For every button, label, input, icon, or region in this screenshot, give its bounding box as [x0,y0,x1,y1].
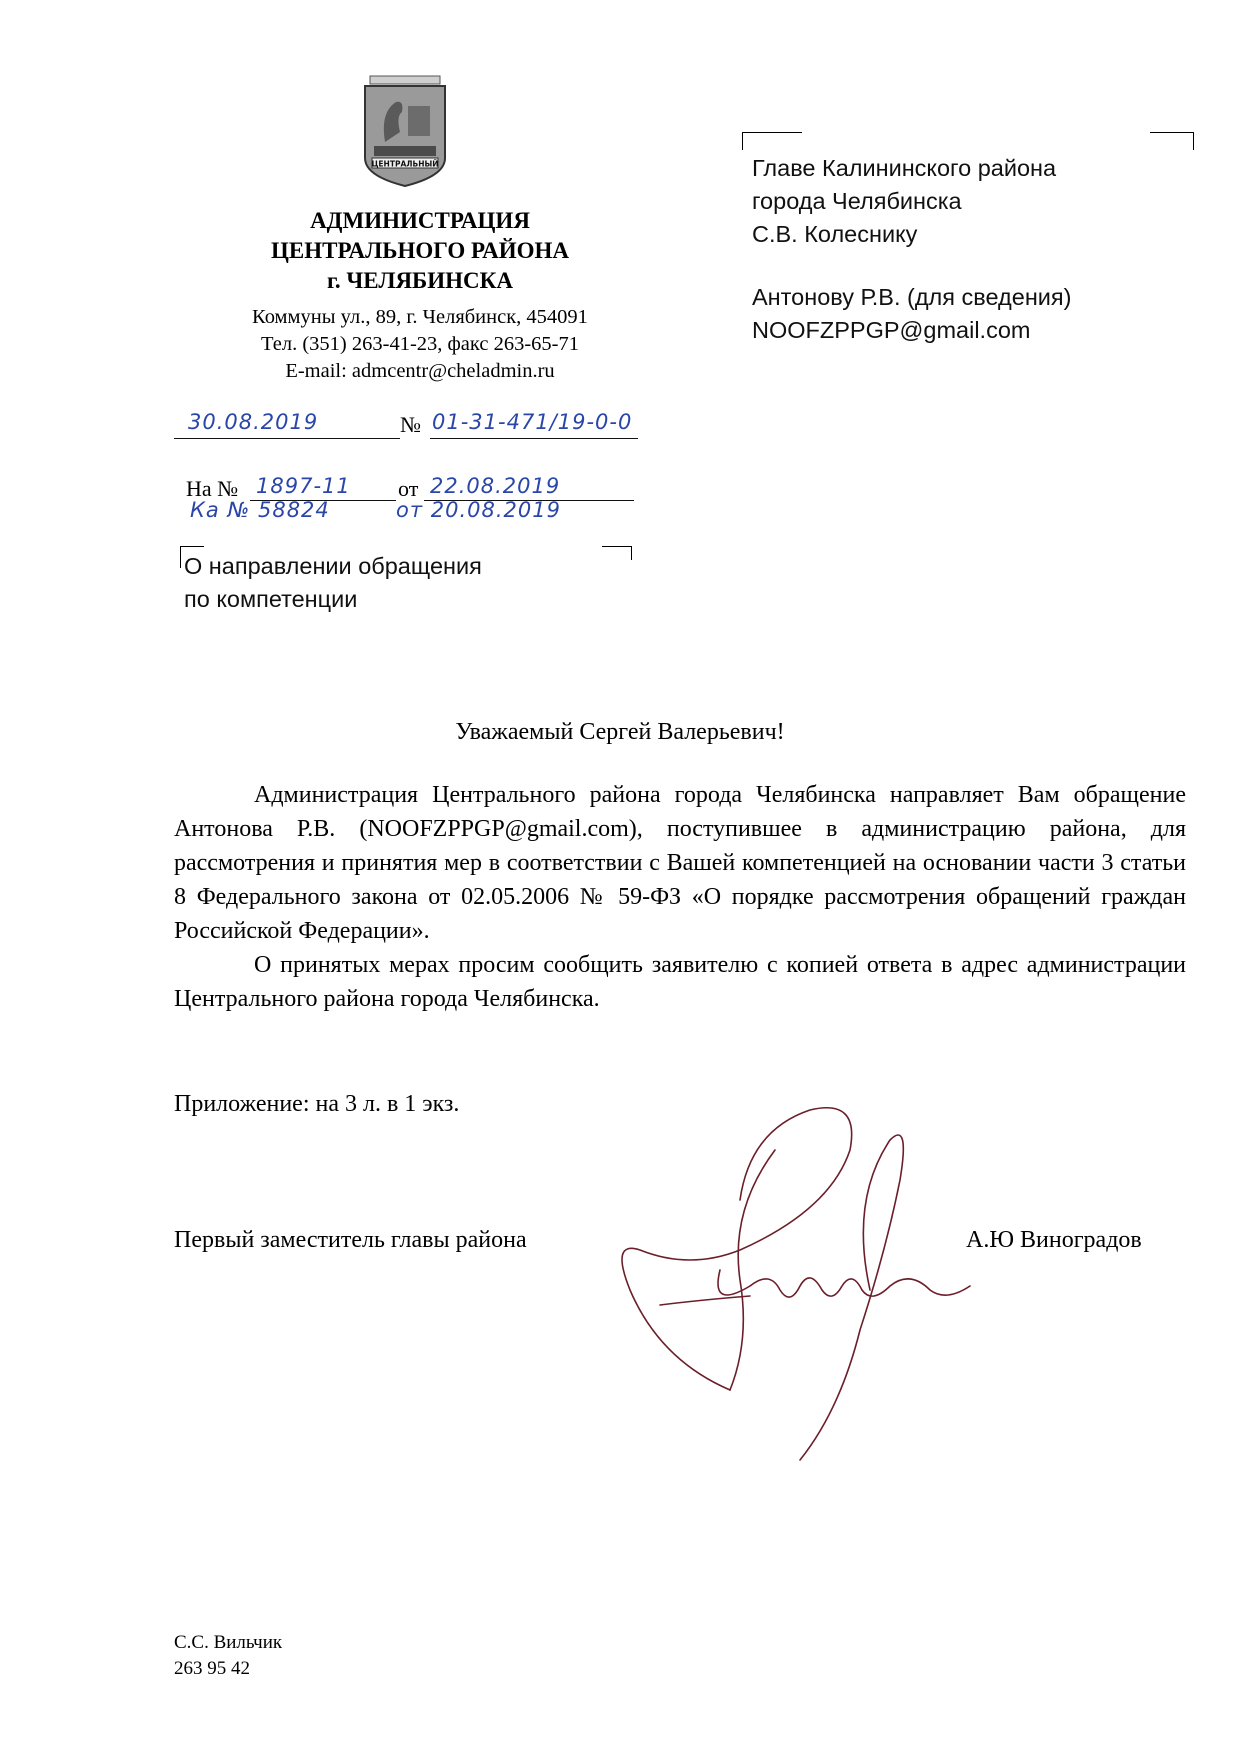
addressee-line: Главе Калининского района [752,155,1057,181]
org-phone: Тел. (351) 263-41-23, факс 263-65-71 [261,333,579,355]
org-email: E-mail: admcentr@cheladmin.ru [285,360,555,382]
annex-note: Приложение: на 3 л. в 1 экз. [174,1091,460,1117]
subject-line: О направлении обращения [184,553,482,579]
reference-label: На № [186,476,239,501]
organization-name [180,206,660,296]
subject-corner-left [180,546,204,547]
letter-body [174,778,1186,1016]
subject-corner-right-v [631,546,632,560]
addressee-corner-left [742,132,802,133]
body-paragraph: О принятых мерах просим сообщить заявителю с копией ответа в адрес администрации Центрального района города Челябинска. [174,952,1186,1012]
subject-corner-right [602,546,632,547]
body-paragraph: Администрация Центрального района города Челябинска направляет Вам обращение Антонова Р.В. (NOOFZPPGP@gmail.com), поступившее в администрацию района, для рассмотрения и принятия мер в соответствии с Вашей компетенцией на основании части 3 статьи 8 Федерального закона от 02.05.2006 № 59-ФЗ «О порядке рассмотрения обращений граждан Российской Федерации». [174,782,1186,944]
executor-info [174,1630,282,1682]
executor-name: С.С. Вильчик [174,1632,283,1653]
outgoing-date: 30.08.2019 [188,410,319,434]
addressee-corner-right [1150,132,1194,133]
org-line: ЦЕНТРАЛЬНОГО РАЙОНА [270,238,569,263]
outgoing-number: 01-31-471/19-0-0 [432,410,633,434]
organization-contacts [180,304,660,385]
subject-corner-left-v [180,546,181,568]
signer-name: А.Ю Виноградов [966,1227,1142,1253]
org-line: г. ЧЕЛЯБИНСКА [327,268,513,293]
subject-line: по компетенции [184,586,358,612]
emblem-label: ЦЕНТРАЛЬНЫЙ [371,159,439,169]
addressee-line: города Челябинска [752,188,962,214]
signer-title: Первый заместитель главы района [174,1227,527,1253]
addressee-line: С.В. Колеснику [752,221,918,247]
reference-extra-date: от 20.08.2019 [396,498,561,522]
coat-of-arms-emblem [360,72,450,190]
salutation: Уважаемый Сергей Валерьевич! [455,719,785,745]
addressee-corner-left-v [742,132,743,150]
reference-extra-number: Ка № 58824 [190,498,330,522]
number-label: № [400,412,421,437]
number-underline [430,438,638,439]
date-underline [174,438,400,439]
org-address: Коммуны ул., 89, г. Челябинск, 454091 [252,306,588,328]
handwritten-signature [600,1090,1000,1470]
reference-number: 1897-11 [256,474,351,498]
addressee-cc-email: NOOFZPPGP@gmail.com [752,317,1031,343]
addressee-corner-right-v [1193,132,1194,150]
reference-from-label: от [398,476,419,501]
org-line: АДМИНИСТРАЦИЯ [310,208,530,233]
reference-date: 22.08.2019 [430,474,561,498]
executor-phone: 263 95 42 [174,1658,250,1679]
addressee-block [752,152,1182,347]
addressee-cc: Антонову Р.В. (для сведения) [752,284,1072,310]
letter-subject [184,550,604,616]
